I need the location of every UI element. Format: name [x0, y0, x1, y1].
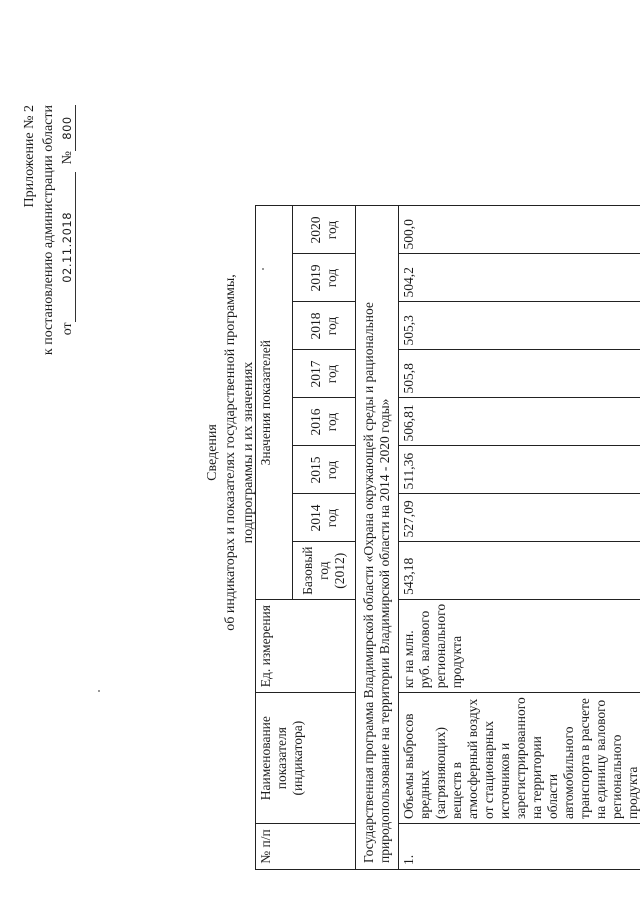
table-row [399, 206, 640, 870]
decree-date: 02.11.2018 [60, 172, 76, 322]
col-header-unit: Ед. измерения [256, 599, 356, 692]
col-header-year: 2020 год [293, 206, 356, 254]
col-header-year: 2017 год [293, 350, 356, 398]
row-unit: кг на млн. руб. валового регионального продукта [399, 599, 640, 692]
col-header-base: Базовый год (2012) [293, 542, 356, 599]
row-value: 506,81 [399, 398, 640, 446]
indicators-table [255, 205, 640, 870]
col-header-year: 2016 год [293, 398, 356, 446]
appendix-block [20, 105, 77, 445]
row-value: 511,36 [399, 446, 640, 494]
number-label: № [60, 151, 75, 165]
row-value: 500,0 [399, 206, 640, 254]
row-value: 505,8 [399, 350, 640, 398]
appendix-subtitle: к постановлению администрации области [41, 105, 56, 356]
appendix-date-line [58, 105, 77, 445]
row-value: 505,3 [399, 302, 640, 350]
col-header-name: Наименование показателя (индикатора) [256, 693, 356, 824]
row-value: 504,2 [399, 254, 640, 302]
row-base-value: 543,18 [399, 542, 640, 599]
col-header-year: 2019 год [293, 254, 356, 302]
col-header-year: 2015 год [293, 446, 356, 494]
row-name: Объемы выбросов вредных (загрязняющих) веществ в атмосферный воздух от стационарных источников и зарегистрированного на территории области автомобильного транспорта в расчете на единицу валового регионального продукта [399, 693, 640, 824]
scan-speck [262, 268, 264, 270]
col-header-num: № п/п [256, 824, 356, 870]
program-row: Государственная программа Владимирской области «Охрана окружающей среды и рациональное природопользование на территории Владимирской области на 2014 - 2020 годы» [356, 206, 399, 870]
document-header [204, 0, 258, 905]
row-value: 527,09 [399, 494, 640, 542]
from-label: от [60, 322, 75, 336]
col-header-values: Значения показателей [256, 206, 293, 599]
col-header-year: 2018 год [293, 302, 356, 350]
row-num: 1. [399, 824, 640, 870]
scan-speck [98, 690, 100, 692]
col-header-year: 2014 год [293, 494, 356, 542]
header-line-2: об индикаторах и показателях государственной программы, [223, 274, 238, 631]
header-line-1: Сведения [205, 424, 220, 481]
decree-number: 800 [60, 105, 76, 151]
header-line-3: подпрограммы и их значениях [241, 361, 256, 544]
appendix-title: Приложение № 2 [22, 105, 37, 208]
